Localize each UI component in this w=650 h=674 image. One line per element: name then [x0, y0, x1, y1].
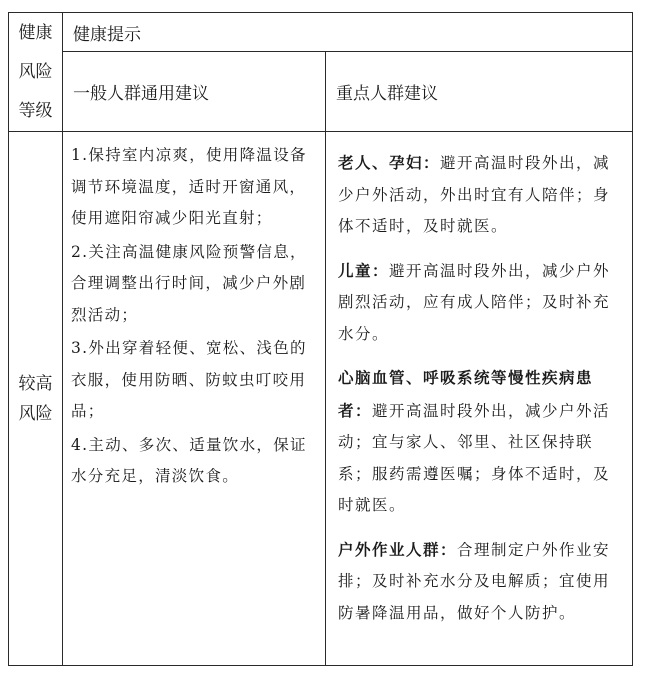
key-group-label: 儿童：: [338, 260, 390, 280]
key-group-text: 避开高温时段外出，减少户外剧烈活动，应有成人陪伴；及时补充水分。: [338, 261, 611, 343]
general-advice-item: 2.关注高温健康风险预警信息，合理调整出行时间，减少户外剧烈活动；: [71, 242, 307, 324]
key-group-label: 心脑血管、呼吸系统等慢性疾病患者：: [338, 368, 594, 420]
health-tips-header: 健康提示: [63, 13, 633, 52]
key-group-children: [338, 255, 626, 351]
general-advice-item: 3.外出穿着轻便、宽松、浅色的衣服，使用防晒、防蚊虫叮咬用品；: [71, 339, 307, 420]
risk-level-header: [9, 13, 63, 132]
key-population-advice-cell: [326, 132, 633, 666]
key-group-text: 避开高温时段外出，减少户外活动，外出时宜有人陪伴；身体不适时，及时就医。: [338, 154, 611, 235]
key-group-label: 老人、孕妇：: [338, 153, 441, 172]
general-population-header: 一般人群通用建议: [63, 52, 326, 132]
health-advice-table: [8, 12, 633, 666]
risk-level-value-line: 较高: [18, 373, 53, 394]
key-group-elderly-pregnant: [338, 147, 626, 243]
risk-level-value: [9, 132, 63, 666]
general-advice-item: 1.保持室内凉爽，使用降温设备调节环境温度，适时开窗通风，使用遮阳帘减少阳光直射；: [71, 146, 307, 227]
key-population-header: 重点人群建议: [326, 52, 633, 132]
general-advice-cell: [63, 132, 326, 666]
key-group-text: 合理制定户外作业安排；及时补充水分及电解质；宜使用防暑降温用品，做好个人防护。: [338, 540, 611, 622]
general-advice-item: 4.主动、多次、适量饮水，保证水分充足，清淡饮食。: [71, 435, 307, 485]
key-group-label: 户外作业人群：: [338, 539, 458, 559]
risk-level-header-line: 健康: [18, 22, 53, 43]
risk-level-header-line: 风险: [18, 61, 53, 82]
key-group-chronic-patients: [338, 362, 626, 522]
key-group-outdoor-workers: [338, 534, 626, 630]
key-group-text: 避开高温时段外出，减少户外活动；宜与家人、邻里、社区保持联系；服药需遵医嘱；身体不适时，及时就医。: [338, 401, 611, 514]
risk-level-value-line: 风险: [18, 403, 53, 424]
risk-level-header-line: 等级: [18, 100, 53, 121]
